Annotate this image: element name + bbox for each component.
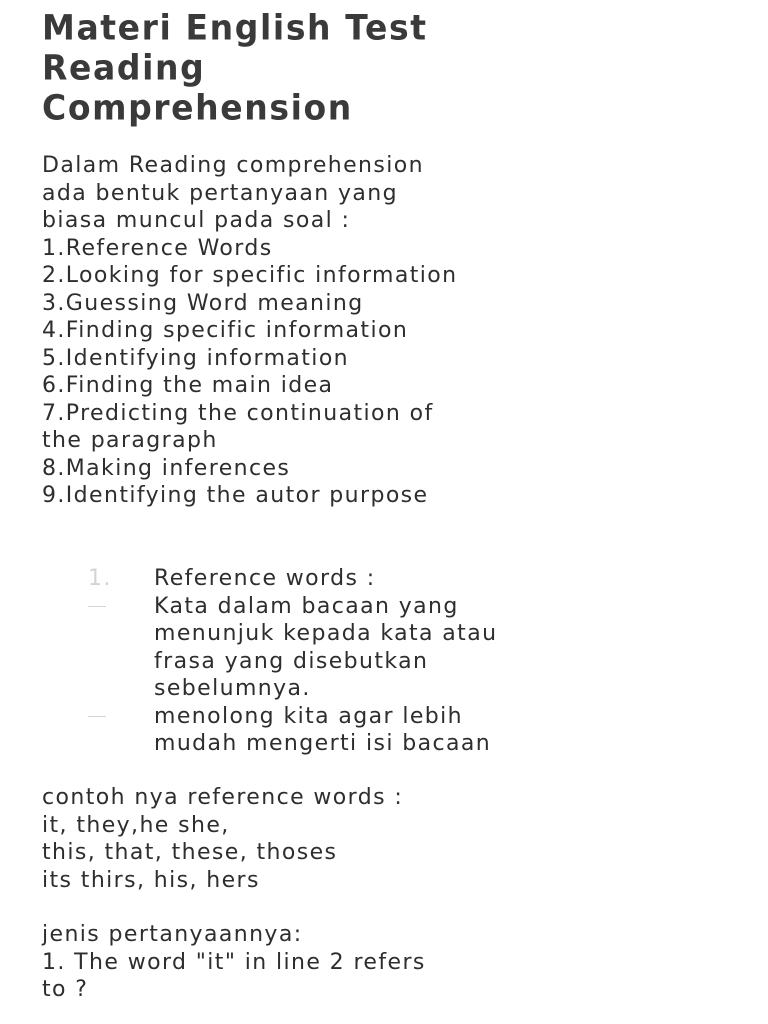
questions-line: to ? — [42, 977, 89, 1002]
list-number: 1. — [88, 566, 112, 591]
question-type-item: 2.Looking for specific information — [42, 263, 458, 288]
questions-paragraph — [42, 921, 742, 1004]
intro-line: Dalam Reading comprehension — [42, 153, 424, 178]
question-type-item: 4.Finding specific information — [42, 318, 409, 343]
intro-line: ada bentuk pertanyaan yang — [42, 180, 398, 206]
reference-words-section — [88, 565, 738, 758]
questions-line: 1. The word "it" in line 2 refers — [42, 949, 426, 975]
bullet-line: mudah mengerti isi bacaan — [154, 731, 492, 756]
intro-paragraph — [42, 152, 742, 510]
intro-line: biasa muncul pada soal : — [42, 208, 351, 233]
question-type-item: 5.Identifying information — [42, 345, 350, 371]
page-title — [42, 8, 742, 128]
reference-words-heading: Reference words : — [154, 566, 376, 591]
dash-bullet-icon — [88, 606, 106, 608]
definition-bullet — [88, 593, 738, 703]
purpose-bullet — [88, 703, 738, 758]
bullet-line: frasa yang disebutkan — [154, 648, 429, 674]
question-type-item-continued: the paragraph — [42, 428, 218, 453]
examples-line: contoh nya reference words : — [42, 785, 404, 810]
bullet-line: Kata dalam bacaan yang — [154, 593, 459, 619]
questions-line: jenis pertanyaannya: — [42, 922, 303, 947]
bullet-line: sebelumnya. — [154, 676, 311, 701]
examples-line: this, that, these, thoses — [42, 840, 338, 865]
title-line-2: Reading — [42, 46, 206, 88]
title-line-1: Materi English Test — [42, 6, 428, 48]
examples-line: its thirs, his, hers — [42, 867, 260, 893]
bullet-line: menunjuk kepada kata atau — [154, 621, 498, 646]
examples-line: it, they,he she, — [42, 812, 230, 838]
dash-bullet-icon — [88, 716, 106, 718]
question-type-item: 9.Identifying the autor purpose — [42, 483, 429, 508]
bullet-line: menolong kita agar lebih — [154, 703, 464, 729]
question-type-item: 6.Finding the main idea — [42, 373, 334, 398]
question-type-item: 1.Reference Words — [42, 235, 273, 261]
question-type-item: 8.Making inferences — [42, 455, 291, 481]
examples-paragraph — [42, 784, 742, 894]
title-line-3: Comprehension — [42, 86, 353, 128]
question-type-item: 7.Predicting the continuation of — [42, 400, 434, 426]
reference-words-heading-row — [88, 565, 738, 593]
question-type-item: 3.Guessing Word meaning — [42, 290, 364, 316]
